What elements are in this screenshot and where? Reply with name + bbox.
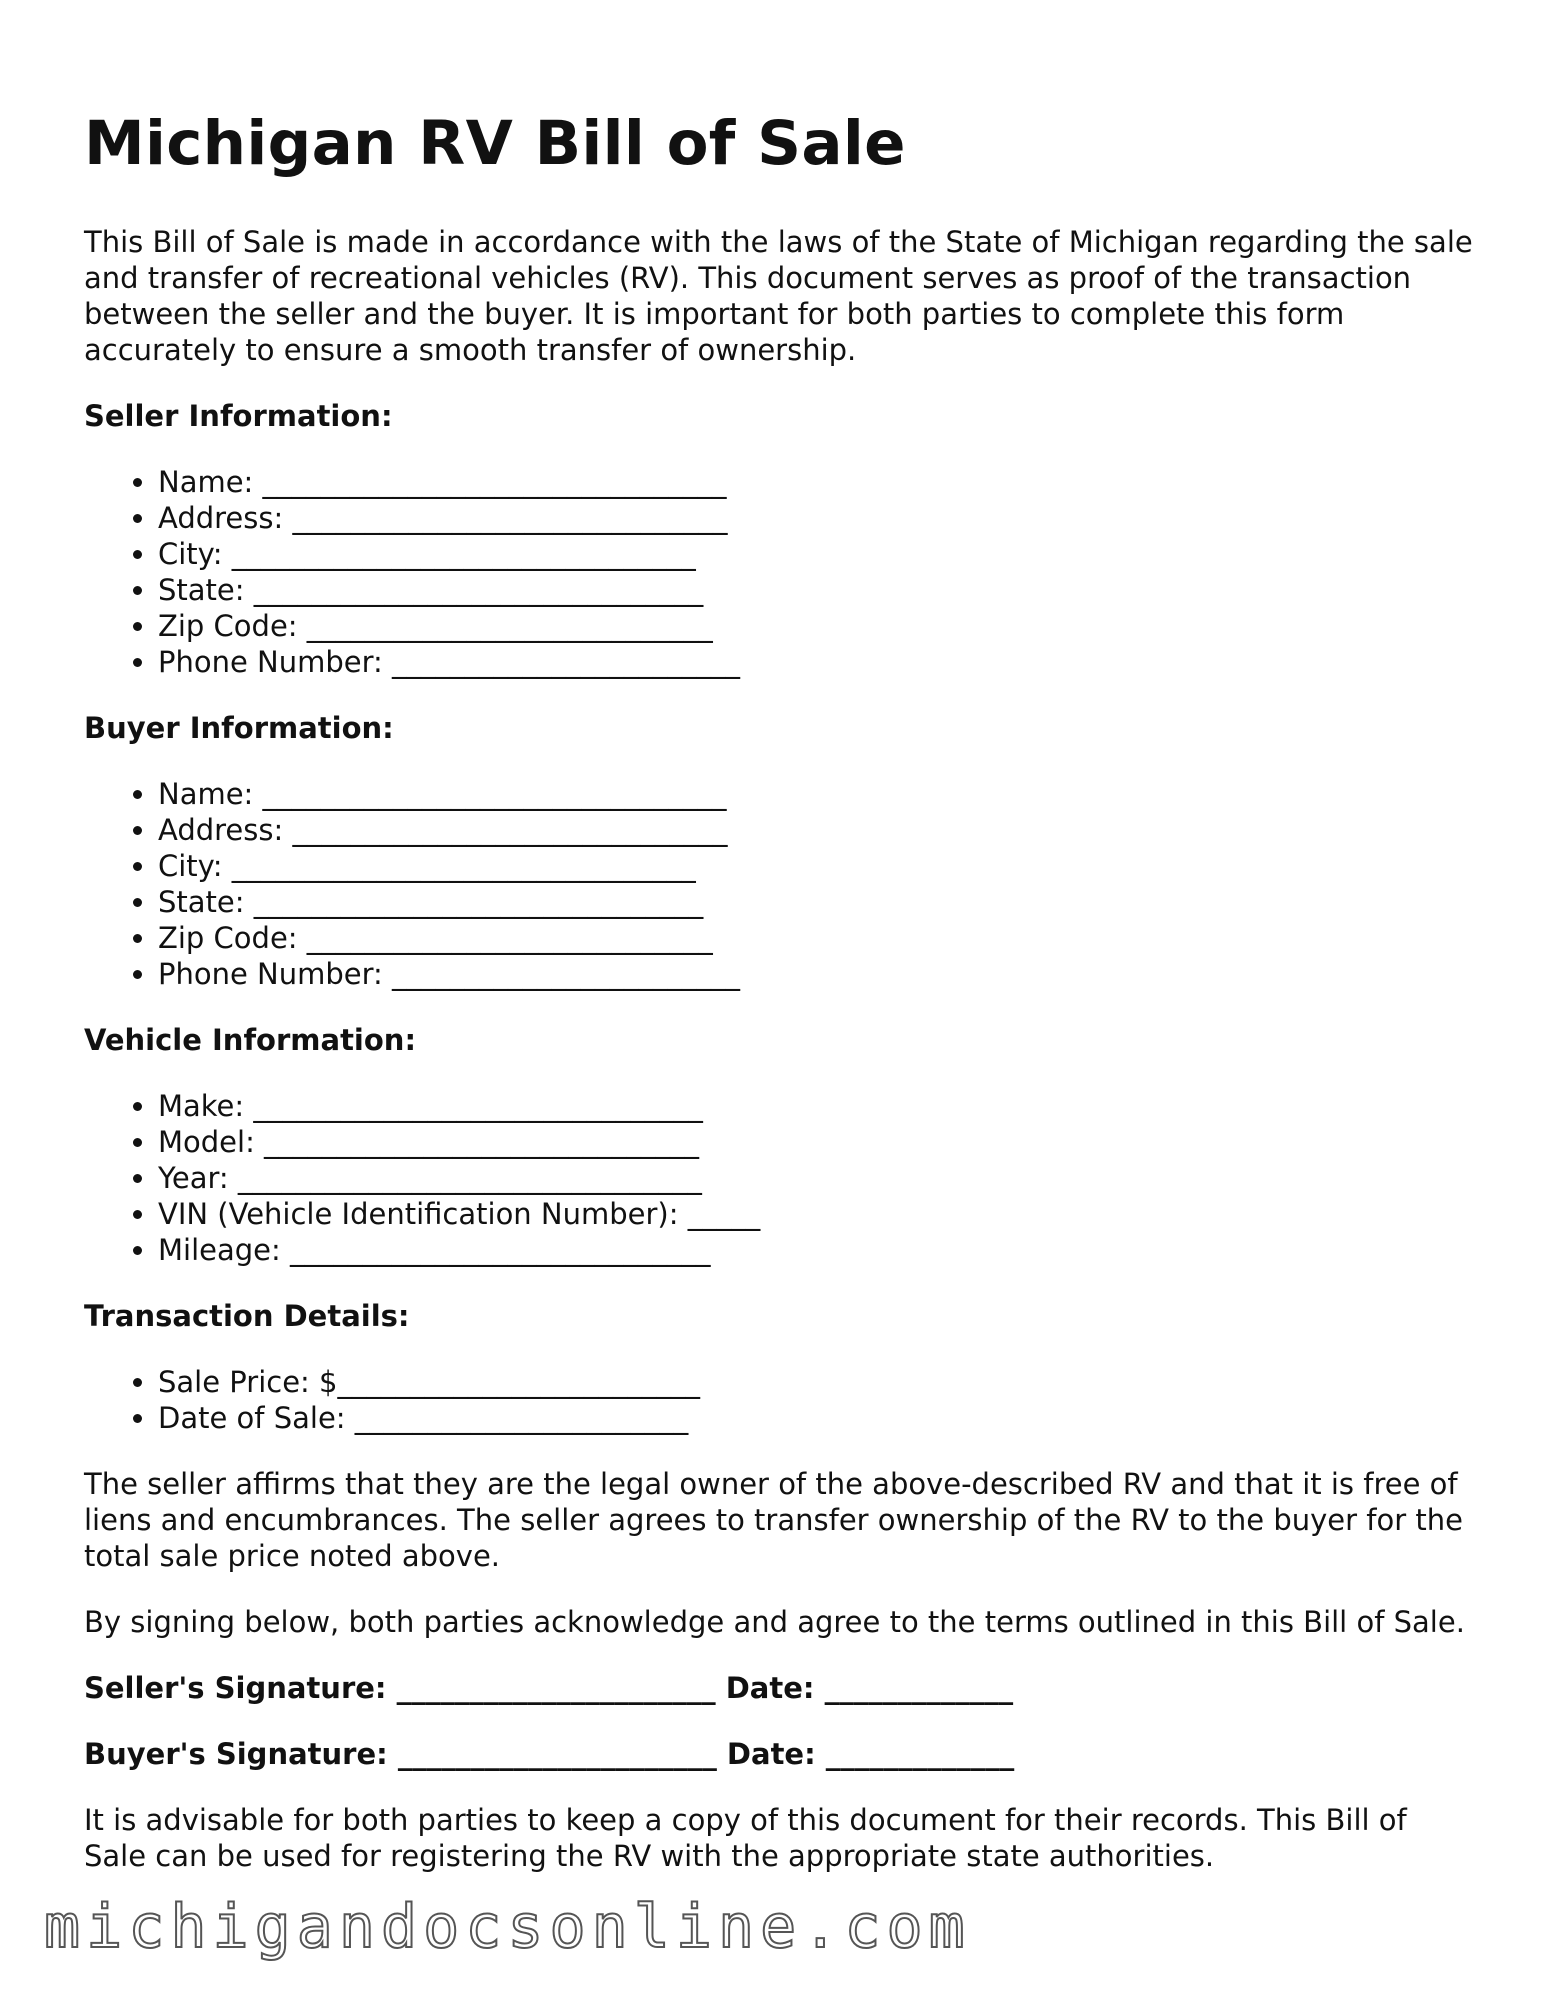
vehicle-year-field: • Year: ________________________________ xyxy=(158,1160,1474,1196)
vehicle-fields xyxy=(84,1088,1474,1268)
sale-price-field: • Sale Price: $_________________________ xyxy=(158,1364,1474,1400)
buyer-city-field: • City: ________________________________ xyxy=(158,848,1474,884)
seller-state-field: • State: _______________________________ xyxy=(158,572,1474,608)
vehicle-model-field: • Model: ______________________________ xyxy=(158,1124,1474,1160)
buyer-address-field: • Address: ______________________________ xyxy=(158,812,1474,848)
closing-paragraph: It is advisable for both parties to keep a copy of this document for their records. This Bill of Sale can be used for registering the RV with the appropriate state authorities. xyxy=(84,1803,1407,1873)
transaction-fields xyxy=(84,1364,1474,1436)
seller-fields xyxy=(84,464,1474,680)
page-title: Michigan RV Bill of Sale xyxy=(84,108,906,179)
vehicle-vin-field: • VIN (Vehicle Identification Number): _____ xyxy=(158,1196,1474,1232)
seller-signature-line: Seller's Signature: ______________________ Date: _____________ xyxy=(84,1671,1014,1705)
vehicle-mileage-field: • Mileage: _____________________________ xyxy=(158,1232,1474,1268)
buyer-state-field: • State: _______________________________ xyxy=(158,884,1474,920)
site-watermark: michigandocsonline.com xyxy=(44,1892,971,1962)
buyer-heading: Buyer Information: xyxy=(84,711,394,745)
seller-phone-field: • Phone Number: ________________________ xyxy=(158,644,1474,680)
affirmation-paragraph: The seller affirms that they are the legal owner of the above-described RV and that it is free of liens and encumbrances. The seller agrees to transfer ownership of the RV to the buyer for the total sale price noted above. xyxy=(84,1467,1463,1573)
acknowledgement-paragraph: By signing below, both parties acknowledge and agree to the terms outlined in this Bill of Sale. xyxy=(84,1605,1465,1639)
buyer-zip-field: • Zip Code: ____________________________ xyxy=(158,920,1474,956)
seller-address-field: • Address: ______________________________ xyxy=(158,500,1474,536)
buyer-name-field: • Name: ________________________________ xyxy=(158,776,1474,812)
transaction-heading: Transaction Details: xyxy=(84,1299,410,1333)
vehicle-make-field: • Make: _______________________________ xyxy=(158,1088,1474,1124)
document-page xyxy=(84,104,1474,1874)
seller-name-field: • Name: ________________________________ xyxy=(158,464,1474,500)
seller-heading: Seller Information: xyxy=(84,399,393,433)
vehicle-heading: Vehicle Information: xyxy=(84,1023,417,1057)
seller-zip-field: • Zip Code: ____________________________ xyxy=(158,608,1474,644)
seller-city-field: • City: ________________________________ xyxy=(158,536,1474,572)
buyer-signature-line: Buyer's Signature: ______________________ Date: _____________ xyxy=(84,1737,1015,1771)
intro-paragraph: This Bill of Sale is made in accordance with the laws of the State of Michigan regarding the sale and transfer of recreational vehicles (RV). This document serves as proof of the transaction between the seller and the buyer. It is important for both parties to complete this form accurately to ensure a smooth transfer of ownership. xyxy=(84,225,1473,367)
buyer-phone-field: • Phone Number: ________________________ xyxy=(158,956,1474,992)
sale-date-field: • Date of Sale: _______________________ xyxy=(158,1400,1474,1436)
buyer-fields xyxy=(84,776,1474,992)
